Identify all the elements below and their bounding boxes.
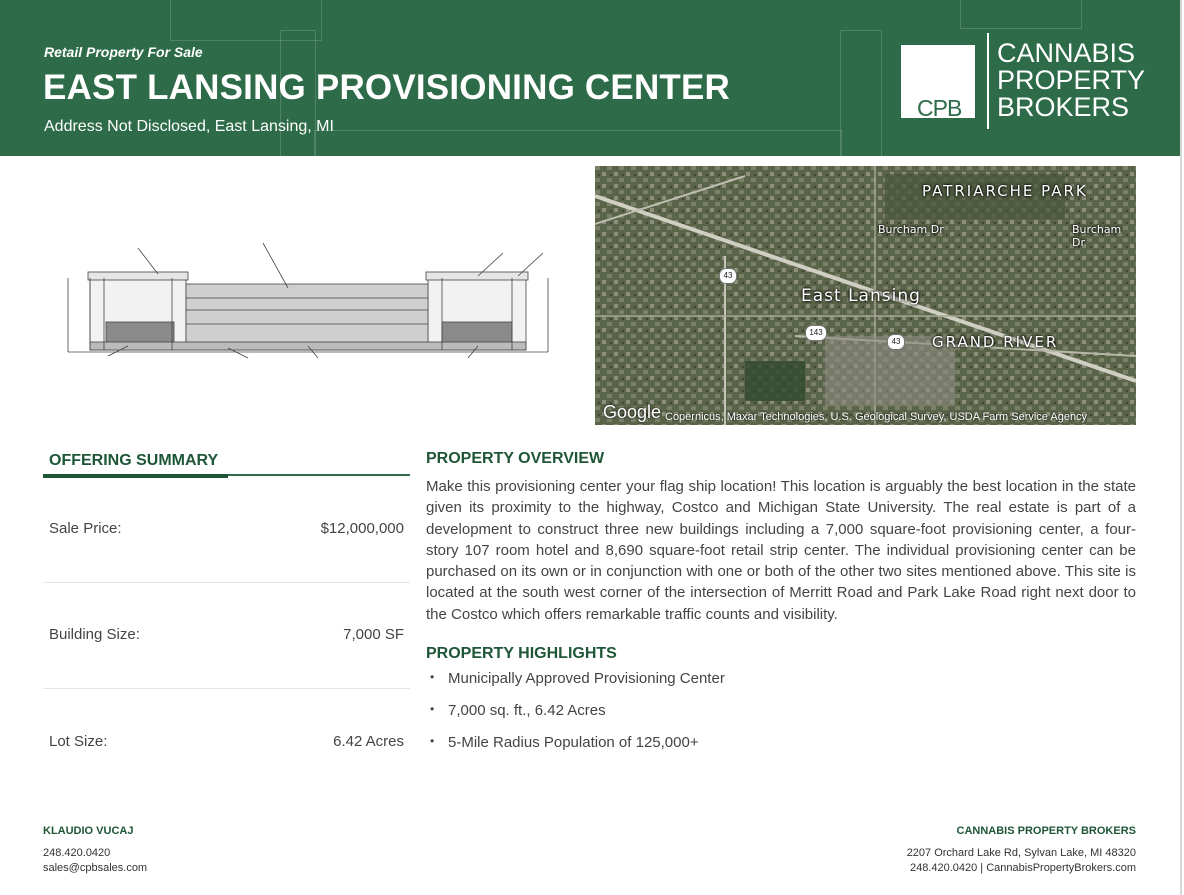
map-attribution: Copernicus, Maxar Technologies, U.S. Geological Survey, USDA Farm Service Agency — [665, 411, 1088, 423]
bullet-icon: • — [430, 670, 435, 684]
header-background-drawing — [314, 130, 842, 156]
summary-row-sale-price — [43, 476, 410, 583]
page-title: EAST LANSING PROVISIONING CENTER — [43, 68, 731, 107]
company-address: 2207 Orchard Lake Rd, Sylvan Lake, MI 48320 — [906, 847, 1136, 859]
map-label-street: Burcham Dr — [1072, 223, 1122, 249]
google-logo: Google — [603, 402, 662, 422]
header-background-drawing — [960, 0, 1082, 29]
list-item: • 5-Mile Radius Population of 125,000+ — [430, 734, 699, 751]
highway-shield: 43 — [887, 334, 905, 350]
logo-mark-text: CPB — [917, 95, 962, 121]
map-label-park: PATRIARCHE PARK — [922, 182, 1088, 200]
list-item: • 7,000 sq. ft., 6.42 Acres — [430, 702, 606, 719]
header-background-drawing — [170, 0, 322, 41]
highway-shield: 43 — [719, 268, 737, 284]
company-phone-website[interactable]: 248.420.0420 | CannabisPropertyBrokers.com — [909, 862, 1136, 874]
property-highlights-heading: PROPERTY HIGHLIGHTS — [426, 645, 617, 662]
map-label-city: East Lansing — [801, 286, 921, 306]
offering-summary-heading: OFFERING SUMMARY — [49, 452, 219, 469]
map-label-street: Burcham Dr — [878, 223, 944, 236]
map-label-district: GRAND RIVER — [932, 333, 1059, 351]
bullet-icon: • — [430, 734, 435, 748]
logo-mark — [901, 45, 975, 121]
header-banner — [0, 0, 1180, 156]
property-overview-heading: PROPERTY OVERVIEW — [426, 450, 605, 467]
summary-value: 7,000 SF — [343, 626, 404, 643]
logo-line: PROPERTY — [997, 65, 1146, 95]
location-map[interactable] — [595, 166, 1136, 425]
summary-value: 6.42 Acres — [333, 733, 404, 750]
agent-email[interactable]: sales@cpbsales.com — [43, 862, 148, 874]
logo-line: CANNABIS — [997, 38, 1136, 68]
logo-line: BROKERS — [997, 92, 1130, 122]
logo-divider — [987, 33, 989, 129]
summary-label: Building Size: — [49, 626, 140, 643]
summary-row-building-size — [43, 582, 410, 689]
highlights-list — [430, 670, 725, 766]
bullet-icon: • — [430, 702, 435, 716]
company-contact — [907, 825, 1136, 876]
logo-wordmark — [997, 40, 1145, 121]
building-elevation-drawing — [48, 228, 568, 378]
agent-contact — [43, 825, 147, 876]
listing-type: Retail Property For Sale — [44, 44, 203, 60]
property-address: Address Not Disclosed, East Lansing, MI — [44, 118, 334, 135]
company-name: CANNABIS PROPERTY BROKERS — [956, 825, 1136, 837]
agent-name: KLAUDIO VUCAJ — [43, 825, 134, 837]
page-edge — [1180, 0, 1182, 895]
summary-row-lot-size — [43, 689, 410, 795]
highway-shield: 143 — [805, 325, 827, 341]
summary-label: Sale Price: — [49, 520, 122, 537]
list-item: • Municipally Approved Provisioning Center — [430, 670, 725, 687]
agent-phone[interactable]: 248.420.0420 — [43, 847, 111, 859]
summary-label: Lot Size: — [49, 733, 108, 750]
property-overview-text: Make this provisioning center your flag ship location! This location is arguably the best location in the state given its proximity to the highway, Costco and Michigan State University. The real estate is part of a development to construct three new buildings including a 7,000 square-foot provisioning center, a four-story 107 room hotel and 8,690 square-foot retail strip center. The individual provisioning center can be purchased on its own or in conjunction with one or both of the other two sites mentioned above. This site is located at the south west corner of the intersection of Merritt Road and Park Lake Road right next door to the Costco which offers remarkable traffic counts and visibility. — [426, 478, 1136, 623]
summary-value: $12,000,000 — [320, 520, 404, 537]
header-background-drawing — [840, 30, 882, 156]
